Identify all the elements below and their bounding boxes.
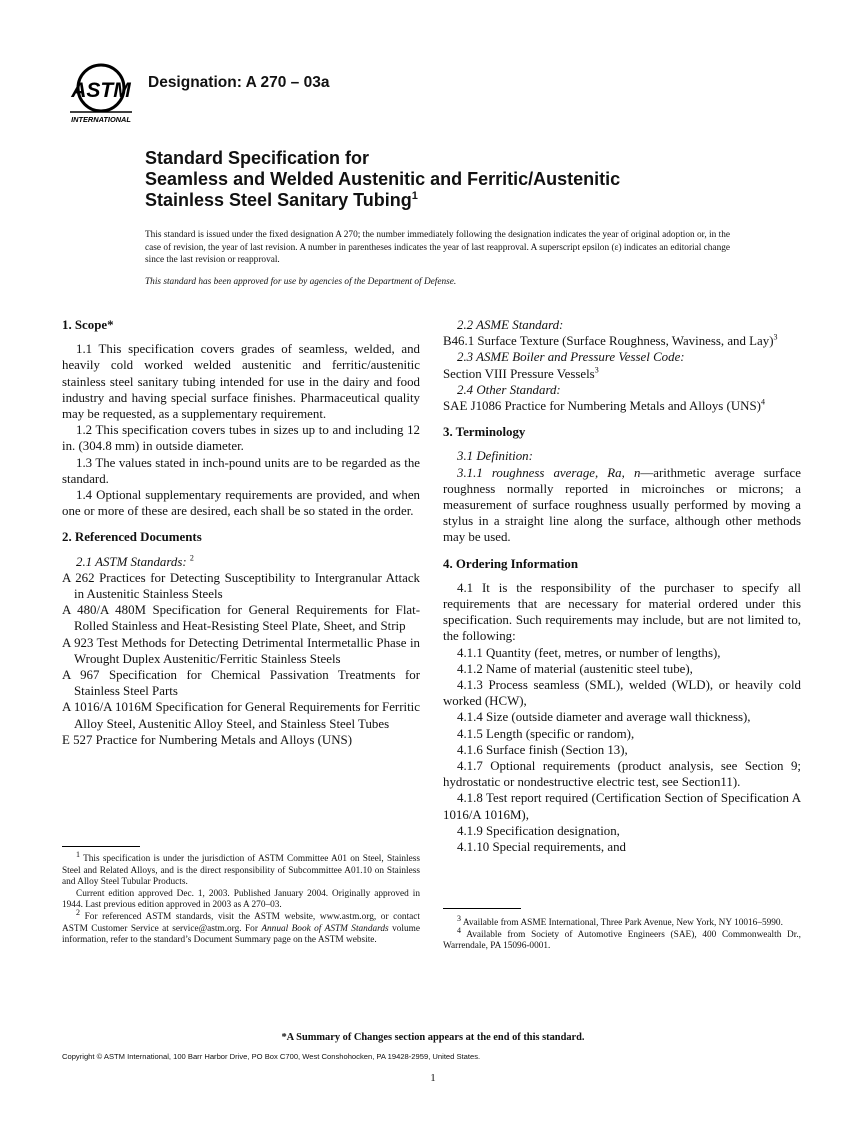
right-column — [443, 317, 801, 855]
footnote-3: $^3$ Available from ASME International, Three Park Avenue, New York, NY 10016–5990. — [457, 913, 783, 928]
other-standard-label: 2.4 Other Standard: — [457, 382, 561, 397]
asme-standard-label: 2.2 ASME Standard: — [457, 318, 564, 332]
ordering-4-1: 4.1 It is the responsibility of the purchaser to specify all requirements that are necessary for material ordered under this specification. Such requirements may include, but are not limited to, the following: — [443, 580, 801, 644]
scope-1-2: 1.2 This specification covers tubes in sizes up to and including 12 in. (304.8 mm) in outside diameter. — [62, 423, 420, 454]
ordering-item: 4.1.7 Optional requirements (product analysis, see Section 9; hydrostatic or nondestructive electric test, see Section11). — [443, 759, 801, 790]
ordering-item: 4.1.2 Name of material (austenitic steel tube), — [457, 661, 693, 676]
ordering-heading: 4. Ordering Information — [443, 556, 578, 571]
footnote-divider-right — [443, 908, 521, 909]
footnote-1-edition: Current edition approved Dec. 1, 2003. Published January 2004. Originally approved in 1944. Last previous edition approved in 2003 as A 270–03. — [62, 888, 420, 911]
scope-heading: 1. Scope* — [62, 318, 114, 332]
definition-label: 3.1 Definition: — [457, 449, 533, 464]
ref-b46-1: B46.1 Surface Texture (Surface Roughness, Waviness, and Lay)$^3$ — [443, 332, 778, 349]
title-line-1: Standard Specification for — [145, 148, 370, 168]
title-line-3: Stainless Steel Sanitary Tubing$^1$ — [145, 190, 418, 210]
designation: Designation: A 270 – 03a — [148, 74, 330, 91]
ordering-item: 4.1.9 Specification designation, — [457, 823, 620, 838]
summary-of-changes-note: *A Summary of Changes section appears at the end of this standard. — [281, 1032, 585, 1043]
left-column — [62, 317, 420, 748]
scope-1-4: 1.4 Optional supplementary requirements are provided, and when one or more of these are desired, each shall be so stated in the order. — [62, 488, 420, 519]
title-line-2: Seamless and Welded Austenitic and Ferritic/Austenitic — [145, 169, 621, 189]
footnote-divider-left — [62, 846, 140, 847]
refs-heading: 2. Referenced Documents — [62, 530, 202, 545]
ordering-item: 4.1.4 Size (outside diameter and average wall thickness), — [457, 710, 751, 725]
logo-subtext: INTERNATIONAL — [71, 115, 131, 124]
ref-sae-j1086: SAE J1086 Practice for Numbering Metals and Alloys (UNS)$^4$ — [443, 397, 765, 414]
terminology-heading: 3. Terminology — [443, 425, 526, 440]
astm-standards-label: 2.1 ASTM Standards: $^2$ — [76, 553, 194, 569]
footnote-1: $^1$ This specification is under the jurisdiction of ASTM Committee A01 on Steel, Stainless Steel and Related Alloys, and is the direct responsibility of Subcommittee A01.10 on Stainless and Alloy Steel Tubular Products. — [62, 849, 420, 888]
scope-1-1: 1.1 This specification covers grades of seamless, welded, and heavily cold worked welded austenitic and ferritic/austenitic stainless steel sanitary tubing intended for use in the dairy and food industry and having special surface finishes. Pharmaceutical quality may be requested, as a supplementary requirement. — [62, 342, 420, 422]
ordering-item: 4.1.1 Quantity (feet, metres, or number of lengths), — [457, 645, 721, 660]
issue-note: This standard is issued under the fixed designation A 270; the number immediately following the designation indicates the year of original adoption or, in the case of revision, the year of last revision. A number in parentheses indicates the year of last reapproval. A superscript epsilon (ε) indicates an editorial change since the last revision or reapproval. — [145, 230, 730, 265]
document-title — [145, 148, 785, 211]
footnotes-left — [62, 849, 421, 947]
ref-a480: A 480/A 480M Specification for General Requirements for Flat-Rolled Stainless and Heat-Resisting Steel Plate, Sheet, and Strip — [62, 603, 420, 634]
astm-logo — [64, 60, 138, 126]
footnote-2: $^2$ For referenced ASTM standards, visit the ASTM website, www.astm.org, or contact ASTM Customer Service at service@astm.org. For Annual Book of ASTM Standards volume information, refer to the standard’s Document Summary page on the ASTM website. — [62, 907, 421, 946]
dod-note: This standard has been approved for use by agencies of the Department of Defense. — [145, 277, 457, 287]
copyright-line: Copyright © ASTM International, 100 Barr Harbor Drive, PO Box C700, West Conshohocken, PA 19428-2959, United States. — [62, 1052, 481, 1061]
ref-a262: A 262 Practices for Detecting Susceptibility to Intergranular Attack in Austenitic Stainless Steels — [62, 570, 420, 602]
ordering-item: 4.1.6 Surface finish (Section 13), — [457, 742, 628, 757]
logo-text: ASTM — [71, 79, 131, 102]
ref-a967: A 967 Specification for Chemical Passivation Treatments for Stainless Steel Parts — [62, 668, 420, 699]
ordering-item: 4.1.5 Length (specific or random), — [457, 726, 635, 741]
definition-3-1-1: 3.1.1 roughness average, Ra, n—arithmetic average surface roughness normally reported in microinches or microns; a measurement of surface roughness usually performed by moving a stylus in a straight line along the surface, although other methods may be used. — [443, 465, 801, 545]
bpv-code-label: 2.3 ASME Boiler and Pressure Vessel Code: — [457, 350, 685, 365]
ordering-item: 4.1.8 Test report required (Certification Section of Specification A 1016/A 1016M), — [443, 791, 801, 822]
ref-section-viii: Section VIII Pressure Vessels$^3$ — [443, 365, 599, 381]
scope-1-3: 1.3 The values stated in inch-pound units are to be regarded as the standard. — [62, 455, 420, 486]
footnote-4: $^4$ Available from Society of Automotive Engineers (SAE), 400 Commonwealth Dr., Warrendale, PA 15096-0001. — [443, 925, 801, 952]
ordering-item: 4.1.10 Special requirements, and — [457, 840, 626, 855]
ordering-item: 4.1.3 Process seamless (SML), welded (WLD), or heavily cold worked (HCW), — [443, 678, 801, 709]
ref-a1016: A 1016/A 1016M Specification for General Requirements for Ferritic Alloy Steel, Austenitic Alloy Steel, and Stainless Steel Tubes — [62, 700, 420, 731]
page-number: 1 — [430, 1072, 436, 1084]
footnotes-right — [443, 913, 801, 953]
title-footnote-ref: 1 — [411, 190, 418, 202]
ref-a923: A 923 Test Methods for Detecting Detrimental Intermetallic Phase in Wrought Duplex Austenitic/Ferritic Stainless Steels — [62, 635, 420, 666]
ref-e527: E 527 Practice for Numbering Metals and Alloys (UNS) — [62, 732, 352, 747]
